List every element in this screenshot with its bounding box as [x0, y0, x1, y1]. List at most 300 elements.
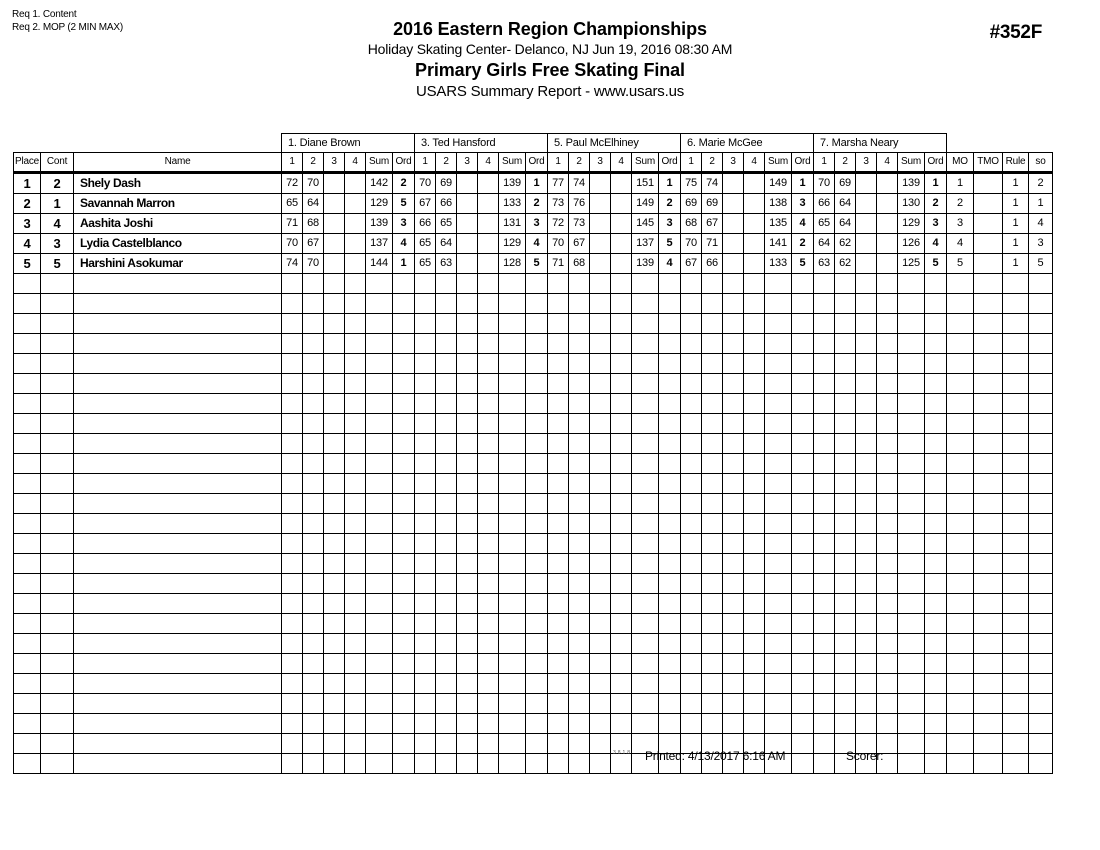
cell-empty [947, 574, 974, 594]
cell-empty [659, 434, 681, 454]
cell-empty [681, 534, 702, 554]
cell-empty [681, 434, 702, 454]
cell-empty [282, 534, 303, 554]
cell-j2-ord: 3 [526, 214, 548, 234]
cell-empty [659, 454, 681, 474]
cell-j3-score1: 77 [548, 173, 569, 194]
cell-empty [702, 674, 723, 694]
cell-empty [814, 714, 835, 734]
cell-empty [792, 374, 814, 394]
col-header-j5-4: 4 [877, 153, 898, 173]
cell-empty [569, 294, 590, 314]
cell-empty [611, 594, 632, 614]
cell-empty [324, 394, 345, 414]
cell-empty [478, 514, 499, 534]
cell-empty [898, 314, 925, 334]
cell-empty [877, 474, 898, 494]
col-header-tmo: TMO [974, 153, 1003, 173]
cell-empty [765, 534, 792, 554]
cell-empty [74, 494, 282, 514]
cell-j2-score3 [457, 214, 478, 234]
cell-empty [659, 334, 681, 354]
cell-empty [659, 714, 681, 734]
cell-empty [744, 374, 765, 394]
cell-empty [1003, 514, 1029, 534]
cell-empty [499, 294, 526, 314]
cell-empty [974, 434, 1003, 454]
cell-empty [366, 394, 393, 414]
cell-empty [366, 714, 393, 734]
table-row[interactable] [14, 214, 1053, 234]
cell-empty [723, 394, 744, 414]
cell-empty [1003, 534, 1029, 554]
table-row[interactable] [14, 194, 1053, 214]
cell-empty [744, 474, 765, 494]
cell-empty [526, 594, 548, 614]
cell-empty [792, 434, 814, 454]
cell-j5-score2: 62 [835, 254, 856, 274]
cell-j3-ord: 5 [659, 234, 681, 254]
table-row-empty[interactable] [14, 414, 1053, 434]
cell-empty [457, 754, 478, 774]
cell-empty [765, 294, 792, 314]
cell-empty [41, 574, 74, 594]
cell-j2-score3 [457, 254, 478, 274]
cell-empty [974, 674, 1003, 694]
cell-empty [723, 274, 744, 294]
cell-empty [835, 654, 856, 674]
cell-empty [14, 494, 41, 514]
cell-empty [1029, 674, 1053, 694]
cell-empty [974, 634, 1003, 654]
cell-empty [457, 514, 478, 534]
cell-empty [282, 394, 303, 414]
cell-place: 1 [14, 173, 41, 194]
cell-place: 2 [14, 194, 41, 214]
cell-empty [303, 574, 324, 594]
cell-empty [415, 434, 436, 454]
cell-j1-ord: 5 [393, 194, 415, 214]
cell-empty [415, 734, 436, 754]
cell-empty [681, 414, 702, 434]
cell-empty [324, 674, 345, 694]
cell-empty [792, 634, 814, 654]
cell-empty [744, 554, 765, 574]
table-row-empty[interactable] [14, 394, 1053, 414]
cell-empty [659, 634, 681, 654]
cell-empty [14, 614, 41, 634]
cell-empty [1003, 634, 1029, 654]
cell-empty [282, 294, 303, 314]
judge-band-tail [947, 134, 1053, 153]
cell-empty [415, 554, 436, 574]
cell-empty [436, 514, 457, 534]
cell-empty [814, 474, 835, 494]
cell-so: 3 [1029, 234, 1053, 254]
table-row-empty[interactable] [14, 594, 1053, 614]
cell-empty [659, 654, 681, 674]
cell-empty [366, 534, 393, 554]
cell-empty [569, 434, 590, 454]
cell-empty [702, 634, 723, 654]
cell-empty [457, 374, 478, 394]
cell-j5-ord: 3 [925, 214, 947, 234]
col-header-j2-3: 3 [457, 153, 478, 173]
col-header-j1-3: 3 [324, 153, 345, 173]
cell-j2-score2: 66 [436, 194, 457, 214]
cell-empty [835, 474, 856, 494]
cell-empty [632, 674, 659, 694]
cell-empty [569, 694, 590, 714]
cell-empty [14, 334, 41, 354]
cell-j3-score2: 74 [569, 173, 590, 194]
cell-empty [814, 554, 835, 574]
cell-empty [569, 374, 590, 394]
table-row-empty[interactable] [14, 614, 1053, 634]
cell-j5-score1: 63 [814, 254, 835, 274]
cell-empty [1029, 754, 1053, 774]
table-row[interactable] [14, 234, 1053, 254]
col-header-mo: MO [947, 153, 974, 173]
cell-empty [282, 274, 303, 294]
cell-empty [856, 534, 877, 554]
cell-j4-ord: 4 [792, 214, 814, 234]
cell-empty [478, 614, 499, 634]
cell-empty [1029, 574, 1053, 594]
cell-j4-score1: 70 [681, 234, 702, 254]
cell-empty [1029, 354, 1053, 374]
cell-j5-score4 [877, 214, 898, 234]
cell-empty [632, 454, 659, 474]
cell-empty [415, 714, 436, 734]
cell-empty [702, 534, 723, 554]
cell-empty [974, 474, 1003, 494]
cell-empty [659, 514, 681, 534]
cell-j1-score1: 74 [282, 254, 303, 274]
cell-empty [898, 354, 925, 374]
cell-empty [611, 474, 632, 494]
cell-empty [282, 354, 303, 374]
cell-empty [324, 514, 345, 534]
cell-empty [744, 614, 765, 634]
cell-rule: 1 [1003, 194, 1029, 214]
table-row-empty[interactable] [14, 674, 1053, 694]
table-row-empty[interactable] [14, 434, 1053, 454]
cell-empty [499, 694, 526, 714]
cell-empty [765, 434, 792, 454]
cell-empty [303, 414, 324, 434]
cell-empty [744, 334, 765, 354]
cell-empty [611, 754, 632, 774]
cell-mo: 5 [947, 254, 974, 274]
table-row-empty[interactable] [14, 734, 1053, 754]
cell-empty [814, 614, 835, 634]
cell-empty [548, 334, 569, 354]
cell-empty [835, 294, 856, 314]
cell-empty [345, 694, 366, 714]
cell-empty [856, 714, 877, 734]
report-source-line: USARS Summary Report - www.usars.us [415, 83, 685, 100]
cell-j2-score3 [457, 234, 478, 254]
cell-j3-sum: 137 [632, 234, 659, 254]
cell-empty [974, 574, 1003, 594]
cell-empty [526, 614, 548, 634]
cell-j3-score3 [590, 254, 611, 274]
cell-empty [526, 754, 548, 774]
cell-empty [393, 414, 415, 434]
cell-empty [526, 314, 548, 334]
cell-empty [765, 614, 792, 634]
cell-empty [856, 374, 877, 394]
cell-empty [947, 474, 974, 494]
cell-empty [366, 274, 393, 294]
cell-empty [877, 554, 898, 574]
cell-empty [1029, 314, 1053, 334]
cell-empty [282, 554, 303, 574]
cell-empty [898, 294, 925, 314]
cell-empty [835, 594, 856, 614]
cell-empty [345, 434, 366, 454]
table-row-empty[interactable] [14, 514, 1053, 534]
cell-empty [835, 434, 856, 454]
col-header-j1-ord: Ord [393, 153, 415, 173]
cell-j2-score1: 70 [415, 173, 436, 194]
cell-empty [1029, 534, 1053, 554]
cell-empty [659, 554, 681, 574]
cell-j3-score3 [590, 234, 611, 254]
cell-empty [457, 294, 478, 314]
cell-empty [282, 614, 303, 634]
cell-mo: 3 [947, 214, 974, 234]
cell-empty [792, 734, 814, 754]
cell-empty [436, 714, 457, 734]
table-row[interactable] [14, 254, 1053, 274]
cell-empty [415, 274, 436, 294]
cell-empty [974, 314, 1003, 334]
cell-empty [814, 534, 835, 554]
cell-empty [282, 494, 303, 514]
cell-j1-ord: 3 [393, 214, 415, 234]
cell-empty [41, 494, 74, 514]
cell-empty [345, 294, 366, 314]
cell-empty [702, 654, 723, 674]
table-row-empty[interactable] [14, 554, 1053, 574]
cell-empty [974, 694, 1003, 714]
cell-empty [590, 494, 611, 514]
col-header-j1-sum: Sum [366, 153, 393, 173]
judge-header-4: 6. Marie McGee [681, 134, 814, 153]
cell-j4-score3 [723, 254, 744, 274]
cell-empty [345, 714, 366, 734]
cell-empty [1029, 454, 1053, 474]
cell-empty [457, 334, 478, 354]
cell-empty [345, 354, 366, 374]
table-row-empty[interactable] [14, 494, 1053, 514]
cell-empty [1029, 654, 1053, 674]
table-row-empty[interactable] [14, 354, 1053, 374]
cell-empty [548, 474, 569, 494]
cell-j1-score3 [324, 234, 345, 254]
cell-empty [659, 474, 681, 494]
cell-empty [499, 734, 526, 754]
cell-empty [457, 554, 478, 574]
cell-empty [835, 374, 856, 394]
cell-empty [590, 474, 611, 494]
cell-empty [814, 674, 835, 694]
cell-empty [366, 434, 393, 454]
cell-j3-score3 [590, 214, 611, 234]
cell-empty [569, 734, 590, 754]
cell-empty [526, 734, 548, 754]
cell-empty [526, 294, 548, 314]
cell-mo: 1 [947, 173, 974, 194]
cell-empty [436, 494, 457, 514]
cell-j4-ord: 1 [792, 173, 814, 194]
cell-empty [74, 694, 282, 714]
cell-tmo [974, 214, 1003, 234]
cell-empty [74, 554, 282, 574]
table-row-empty[interactable] [14, 474, 1053, 494]
cell-j1-score2: 68 [303, 214, 324, 234]
cell-j1-score1: 70 [282, 234, 303, 254]
cell-j3-sum: 149 [632, 194, 659, 214]
software-version-stamp: 3.8.1.8 [613, 750, 631, 756]
cell-empty [947, 314, 974, 334]
cell-empty [345, 394, 366, 414]
cell-empty [457, 714, 478, 734]
cell-empty [835, 614, 856, 634]
cell-empty [681, 474, 702, 494]
table-row-empty[interactable] [14, 654, 1053, 674]
cell-empty [974, 294, 1003, 314]
cell-empty [366, 314, 393, 334]
table-row-empty[interactable] [14, 754, 1053, 774]
cell-empty [41, 274, 74, 294]
cell-empty [877, 314, 898, 334]
cell-empty [925, 554, 947, 574]
cell-empty [548, 554, 569, 574]
cell-empty [611, 554, 632, 574]
cell-empty [345, 314, 366, 334]
cell-empty [41, 734, 74, 754]
col-header-cont: Cont [41, 153, 74, 173]
judge-header-3: 5. Paul McElhiney [548, 134, 681, 153]
cell-empty [457, 654, 478, 674]
cell-empty [282, 414, 303, 434]
cell-empty [41, 434, 74, 454]
cell-j4-score3 [723, 173, 744, 194]
cell-tmo [974, 173, 1003, 194]
cell-empty [898, 334, 925, 354]
cell-empty [632, 594, 659, 614]
cell-empty [723, 614, 744, 634]
table-row[interactable] [14, 173, 1053, 194]
cell-empty [974, 554, 1003, 574]
cell-empty [590, 714, 611, 734]
cell-empty [898, 394, 925, 414]
cell-empty [856, 454, 877, 474]
cell-empty [324, 314, 345, 334]
cell-empty [925, 714, 947, 734]
cell-cont: 1 [41, 194, 74, 214]
cell-empty [632, 374, 659, 394]
cell-empty [282, 314, 303, 334]
cell-empty [457, 634, 478, 654]
table-row-empty[interactable] [14, 634, 1053, 654]
cell-empty [877, 494, 898, 514]
cell-empty [974, 534, 1003, 554]
cell-empty [366, 574, 393, 594]
cell-empty [436, 734, 457, 754]
cell-empty [974, 354, 1003, 374]
cell-empty [569, 314, 590, 334]
cell-j5-sum: 129 [898, 214, 925, 234]
cell-empty [415, 594, 436, 614]
cell-empty [792, 274, 814, 294]
cell-j3-score1: 71 [548, 254, 569, 274]
cell-empty [681, 514, 702, 534]
cell-empty [898, 274, 925, 294]
table-row-empty[interactable] [14, 374, 1053, 394]
cell-empty [499, 434, 526, 454]
table-row-empty[interactable] [14, 274, 1053, 294]
cell-empty [659, 354, 681, 374]
cell-empty [303, 314, 324, 334]
table-row-empty[interactable] [14, 694, 1053, 714]
cell-empty [835, 354, 856, 374]
table-row-empty[interactable] [14, 454, 1053, 474]
cell-j2-ord: 1 [526, 173, 548, 194]
cell-empty [792, 554, 814, 574]
table-row-empty[interactable] [14, 574, 1053, 594]
table-row-empty[interactable] [14, 534, 1053, 554]
cell-empty [744, 454, 765, 474]
cell-empty [303, 554, 324, 574]
cell-cont: 5 [41, 254, 74, 274]
cell-empty [366, 514, 393, 534]
cell-j1-score3 [324, 194, 345, 214]
cell-empty [14, 714, 41, 734]
cell-empty [792, 494, 814, 514]
cell-empty [324, 334, 345, 354]
cell-empty [925, 514, 947, 534]
table-row-empty[interactable] [14, 334, 1053, 354]
cell-empty [526, 674, 548, 694]
cell-empty [792, 534, 814, 554]
cell-empty [947, 274, 974, 294]
cell-empty [723, 534, 744, 554]
cell-skater-name: Lydia Castelblanco [74, 234, 282, 254]
table-row-empty[interactable] [14, 294, 1053, 314]
cell-so: 2 [1029, 173, 1053, 194]
cell-empty [925, 314, 947, 334]
cell-empty [744, 494, 765, 514]
cell-empty [393, 694, 415, 714]
cell-j1-score4 [345, 173, 366, 194]
cell-j2-score2: 64 [436, 234, 457, 254]
cell-empty [415, 334, 436, 354]
cell-empty [1003, 594, 1029, 614]
table-row-empty[interactable] [14, 714, 1053, 734]
cell-empty [1003, 414, 1029, 434]
cell-j3-score4 [611, 234, 632, 254]
cell-empty [744, 694, 765, 714]
table-row-empty[interactable] [14, 314, 1053, 334]
cell-j2-sum: 129 [499, 234, 526, 254]
cell-empty [324, 454, 345, 474]
cell-empty [925, 334, 947, 354]
cell-empty [632, 634, 659, 654]
